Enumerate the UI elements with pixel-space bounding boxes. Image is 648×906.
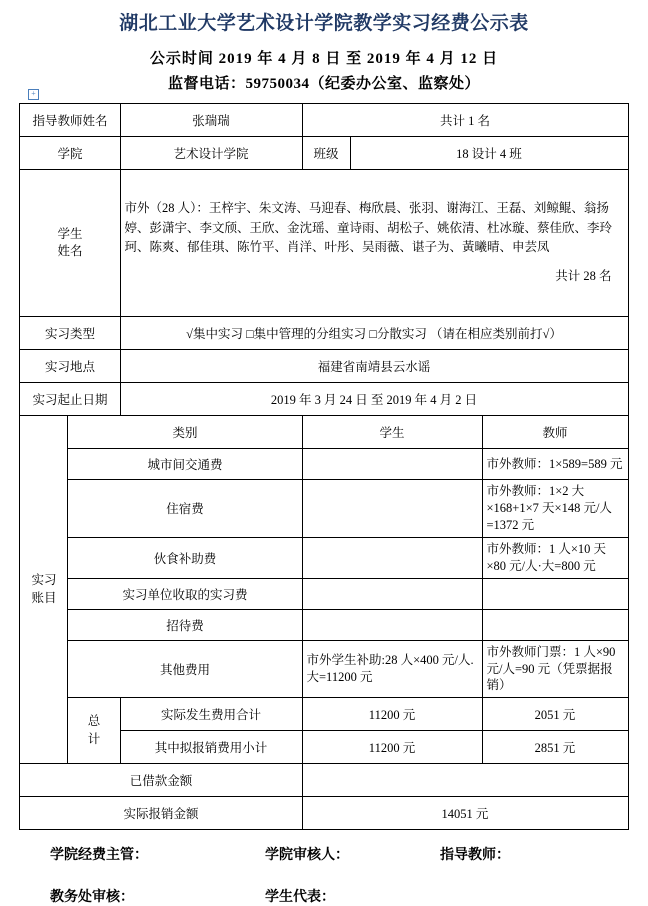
table-row-expense [20, 578, 628, 609]
practice-place-value: 福建省南靖县云水谣 [120, 350, 628, 383]
expense-student [302, 480, 482, 538]
total-label [68, 698, 120, 764]
table-row-reimbursed [20, 797, 628, 830]
expense-teacher: 市外教师：1 人×10 天×80 元/人·大=800 元 [482, 537, 628, 578]
account-label [20, 416, 68, 764]
anchor-marker: + [28, 89, 39, 100]
total-label-line2: 计 [87, 731, 101, 746]
table-row-expense [20, 537, 628, 578]
total-label-line1: 总 [87, 714, 101, 729]
table-row-expense [20, 449, 628, 480]
page-title: 湖北工业大学艺术设计学院教学实习经费公示表 [119, 13, 529, 34]
total-teacher: 2051 元 [482, 698, 628, 731]
total-teacher: 2851 元 [482, 731, 628, 764]
students-label-line2: 姓名 [57, 244, 83, 258]
expense-student [302, 609, 482, 640]
signature-academic-affairs: 教务处审核： [50, 890, 134, 906]
account-label-line2: 账目 [31, 590, 57, 605]
expense-category: 伙食补助费 [68, 537, 302, 578]
expense-teacher [482, 609, 628, 640]
expense-category: 招待费 [68, 609, 302, 640]
expense-student [302, 537, 482, 578]
table-row-students [20, 170, 628, 317]
total-student: 11200 元 [302, 731, 482, 764]
signature-instructor: 指导教师： [440, 848, 510, 864]
teacher-name-label: 指导教师姓名 [20, 104, 120, 137]
signature-college-reviewer: 学院审核人： [265, 848, 349, 864]
class-label: 班级 [302, 137, 350, 170]
main-table [19, 103, 628, 830]
practice-date-value: 2019 年 3 月 24 日 至 2019 年 4 月 2 日 [120, 383, 628, 416]
borrowed-value [302, 764, 628, 797]
table-row-teacher [20, 104, 628, 137]
practice-place-label: 实习地点 [20, 350, 120, 383]
account-label-line1: 实习 [31, 573, 57, 588]
signature-row-1 [0, 844, 648, 864]
college-value: 艺术设计学院 [120, 137, 302, 170]
notice-phone: 监督电话：59750034（纪委办公室、监察处） [167, 76, 480, 92]
students-label-line1: 学生 [57, 226, 83, 241]
table-row-practice-place [20, 350, 628, 383]
table-row-practice-date [20, 383, 628, 416]
students-name-list: 市外（28 人）：王梓宇、朱文涛、马迎春、梅欣晨、张羽、谢海江、王磊、刘鲸鲲、翁扬婷、彭潇宇、李文颀、王欣、金沈瑶、童诗雨、胡松子、姚依清、杜冰璇、蔡佳欣、李玲珂、陈爽、郁佳琪、陈竹平、肖洋、叶彤、吴雨薇、谌子为、黃曦晴、申芸凤 [124, 201, 613, 254]
reimbursed-label: 实际报销金额 [20, 797, 302, 830]
expense-student [302, 449, 482, 480]
total-category: 其中拟报销费用小计 [120, 731, 302, 764]
class-value: 18 设计 4 班 [350, 137, 628, 170]
column-header-category: 类别 [68, 416, 302, 449]
expense-category: 城市间交通费 [68, 449, 302, 480]
expense-category: 其他费用 [68, 640, 302, 698]
practice-type-label: 实习类型 [20, 317, 120, 350]
teacher-count-value: 共计 1 名 [302, 104, 628, 137]
expense-teacher: 市外教师门票：1 人×90 元/人=90 元（凭票据报销） [482, 640, 628, 698]
students-name-label [20, 170, 120, 317]
expense-teacher [482, 578, 628, 609]
students-total: 共计 28 名 [555, 269, 612, 284]
table-row-borrowed [20, 764, 628, 797]
column-header-student: 学生 [302, 416, 482, 449]
table-row-account-header [20, 416, 628, 449]
total-student: 11200 元 [302, 698, 482, 731]
signature-college-finance: 学院经费主管： [50, 848, 148, 864]
expense-category: 实习单位收取的实习费 [68, 578, 302, 609]
table-row-practice-type [20, 317, 628, 350]
expense-student: 市外学生补助:28 人×400 元/人.大=11200 元 [302, 640, 482, 698]
expense-teacher: 市外教师：1×589=589 元 [482, 449, 628, 480]
students-name-cell [120, 170, 628, 317]
signature-row-2 [0, 886, 648, 906]
expense-teacher: 市外教师：1×2 大×168+1×7 天×148 元/人=1372 元 [482, 480, 628, 538]
borrowed-label: 已借款金额 [20, 764, 302, 797]
table-row-expense [20, 640, 628, 698]
teacher-name-value: 张瑞瑞 [120, 104, 302, 137]
college-label: 学院 [20, 137, 120, 170]
notice-time: 公示时间 2019 年 4 月 8 日 至 2019 年 4 月 12 日 [149, 51, 499, 67]
signature-student-rep: 学生代表： [265, 890, 335, 906]
table-row-total [20, 698, 628, 731]
table-row-college [20, 137, 628, 170]
expense-category: 住宿费 [68, 480, 302, 538]
expense-student [302, 578, 482, 609]
practice-type-value: √集中实习 □集中管理的分组实习 □分散实习 （请在相应类别前打√） [120, 317, 628, 350]
reimbursed-value: 14051 元 [302, 797, 628, 830]
total-category: 实际发生费用合计 [120, 698, 302, 731]
practice-date-label: 实习起止日期 [20, 383, 120, 416]
table-row-expense [20, 480, 628, 538]
table-row-expense [20, 609, 628, 640]
column-header-teacher: 教师 [482, 416, 628, 449]
